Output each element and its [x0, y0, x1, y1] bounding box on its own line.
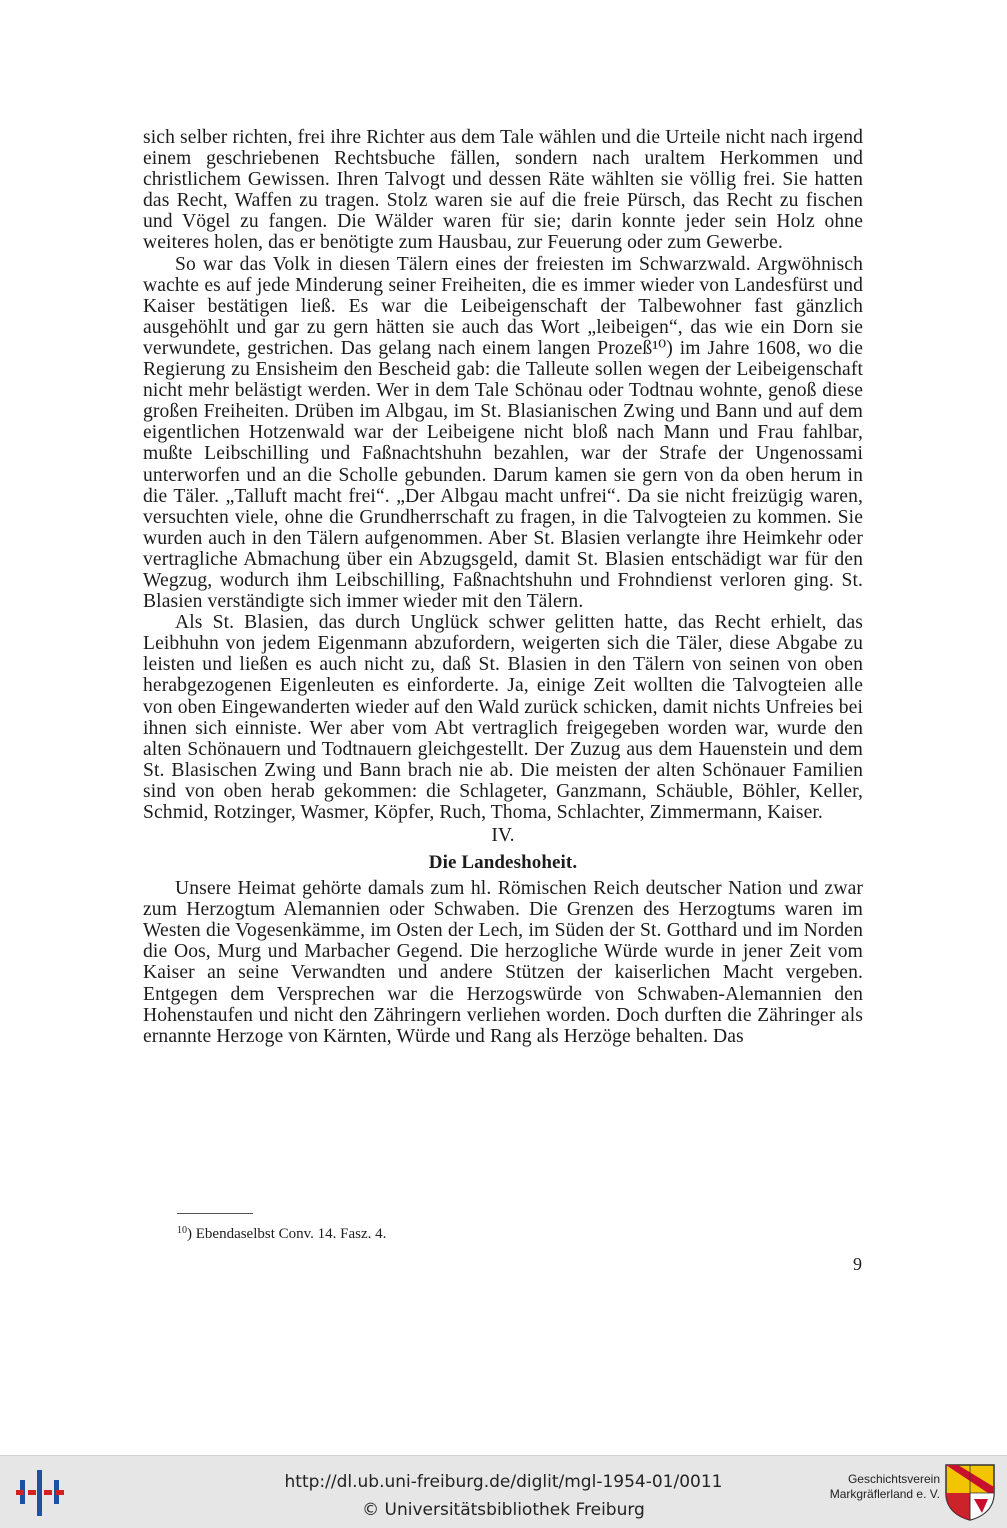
body-text — [143, 127, 863, 1047]
paragraph-1: sich selber richten, frei ihre Richter aus dem Tale wählen und die Urteile nicht nach irgend einem geschriebenen Rechtsbuche fällen, sondern nach uraltem Herkommen und christlichem Gewissen. Ihren Talvogt und dessen Räte wählten sie völlig frei. Sie hatten das Recht, Waffen zu tragen. Stolz waren sie auf die freie Pürsch, das Recht zu fischen und Vögel zu fangen. Die Wälder waren für sie; darin konnte jeder sein Holz ohne weiteres holen, das er benötigte zum Hausbau, zur Feuerung oder zum Gewerbe. — [143, 127, 863, 254]
section-number: IV. — [491, 825, 515, 847]
footnote-marker: 10 — [177, 1225, 187, 1236]
footnote-divider — [177, 1213, 253, 1214]
page-number: 9 — [853, 1254, 862, 1274]
footnote-text: ) Ebendaselbst Conv. 14. Fasz. 4. — [187, 1226, 387, 1242]
paragraph-3: Als St. Blasien, das durch Unglück schwer gelitten hatte, das Recht erhielt, das Leibhuhn von jedem Eigenmann abzufordern, weigerten sich die Täler, diese Abgabe zu leisten und ließen es auch nicht zu, daß St. Blasien in den Tälern von seinen von oben herabgezogenen Eigenleuten es einforderte. Ja, einige Zeit wollten die Talvogteien alle von oben Eingewanderten wieder auf den Wald zurück schicken, damit nichts Unfreies bei ihnen sich einniste. Wer aber vom Abt vertraglich freigegeben worden war, wurde den alten Schönauern und Todtnauern gleichgestellt. Der Zuzug aus dem Hauenstein und dem St. Blasischen Zwing und Bann brach nie ab. Die meisten der alten Schönauer Familien sind von oben herab gekommen: die Schlageter, Ganzmann, Schäuble, Böhler, Keller, Schmid, Rotzinger, Wasmer, Köpfer, Ruch, Thoma, Schlachter, Zimmermann, Kaiser. — [143, 612, 863, 823]
organization-line-2: Markgräflerland e. V. — [829, 1487, 940, 1501]
footer-bar — [0, 1455, 1007, 1528]
section-title: Die Landeshoheit. — [428, 852, 578, 874]
paragraph-4: Unsere Heimat gehörte damals zum hl. Römischen Reich deutscher Nation und zwar zum Herzogtum Alemannien oder Schwaben. Die Grenzen des Herzogtums waren im Westen die Vogesenkämme, im Osten der Lech, im Süden der St. Gotthard und im Norden die Oos, Murg und Marbacher Gegend. Die herzogliche Würde wurde in jener Zeit vom Kaiser an seine Verwandten und andere Stützen der kaiserlichen Macht vergeben. Entgegen dem Versprechen war die Herzogswürde von Schwaben-Alemannien den Hohenstaufen und nicht den Zähringern verliehen worden. Doch durften die Zähringer als ernannte Herzoge von Kärnten, Würde und Rang als Herzöge behalten. Das — [143, 878, 863, 1047]
footnote — [177, 1222, 386, 1243]
organization-name — [812, 1472, 940, 1502]
organization-line-1: Geschichtsverein — [847, 1472, 940, 1486]
copyright-text: © Universitätsbibliothek Freiburg — [362, 1500, 645, 1520]
paragraph-2: So war das Volk in diesen Tälern eines der freiesten im Schwarzwald. Argwöhnisch wachte es auf jede Minderung seiner Freiheiten, die es immer wieder von Landesfürst und Kaiser bestätigen ließ. Es war die Leibeigenschaft der Talbewohner fast gänzlich ausgehöhlt und gar zu gern hätten sie auch das Wort „leibeigen“, das wie ein Dorn sie verwundete, gestrichen. Das gelang nach einem langen Prozeß¹⁰) im Jahre 1608, wo die Regierung zu Ensisheim den Bescheid gab: die Talleute sollen wegen der Leibeigenschaft nicht mehr belästigt werden. Wer in dem Tale Schönau oder Todtnau wohnte, genoß diese großen Freiheiten. Drüben im Albgau, im St. Blasianischen Zwing und Bann und auf dem eigentlichen Hotzenwald war der Leibeigene nicht bloß nach Mann und Frau fahlbar, mußte Leibschilling und Faßnachtshuhn bezahlen, war der Strafe der Ungenossami unterworfen und an die Scholle gebunden. Darum kamen sie gern von da oben herum in die Täler. „Talluft macht frei“. „Der Albgau macht unfrei“. Da sie nicht freizügig waren, versuchten viele, ohne die Grundherrschaft zu fragen, in die Talvogteien zu kommen. Sie wurden auch in den Tälern aufgenommen. Aber St. Blasien verlangte ihre Heimkehr oder vertragliche Abmachung über ein Abzugsgeld, damit St. Blasien entschädigt war für den Wegzug, wodurch ihm Leibschilling, Faßnachtshuhn und Frohndienst verloren ging. St. Blasien verständigte sich immer wieder mit den Tälern. — [143, 253, 863, 613]
coat-of-arms-icon[interactable] — [944, 1463, 996, 1521]
document-url-link[interactable]: http://dl.ub.uni-freiburg.de/diglit/mgl-1954-01/0011 — [284, 1472, 723, 1492]
